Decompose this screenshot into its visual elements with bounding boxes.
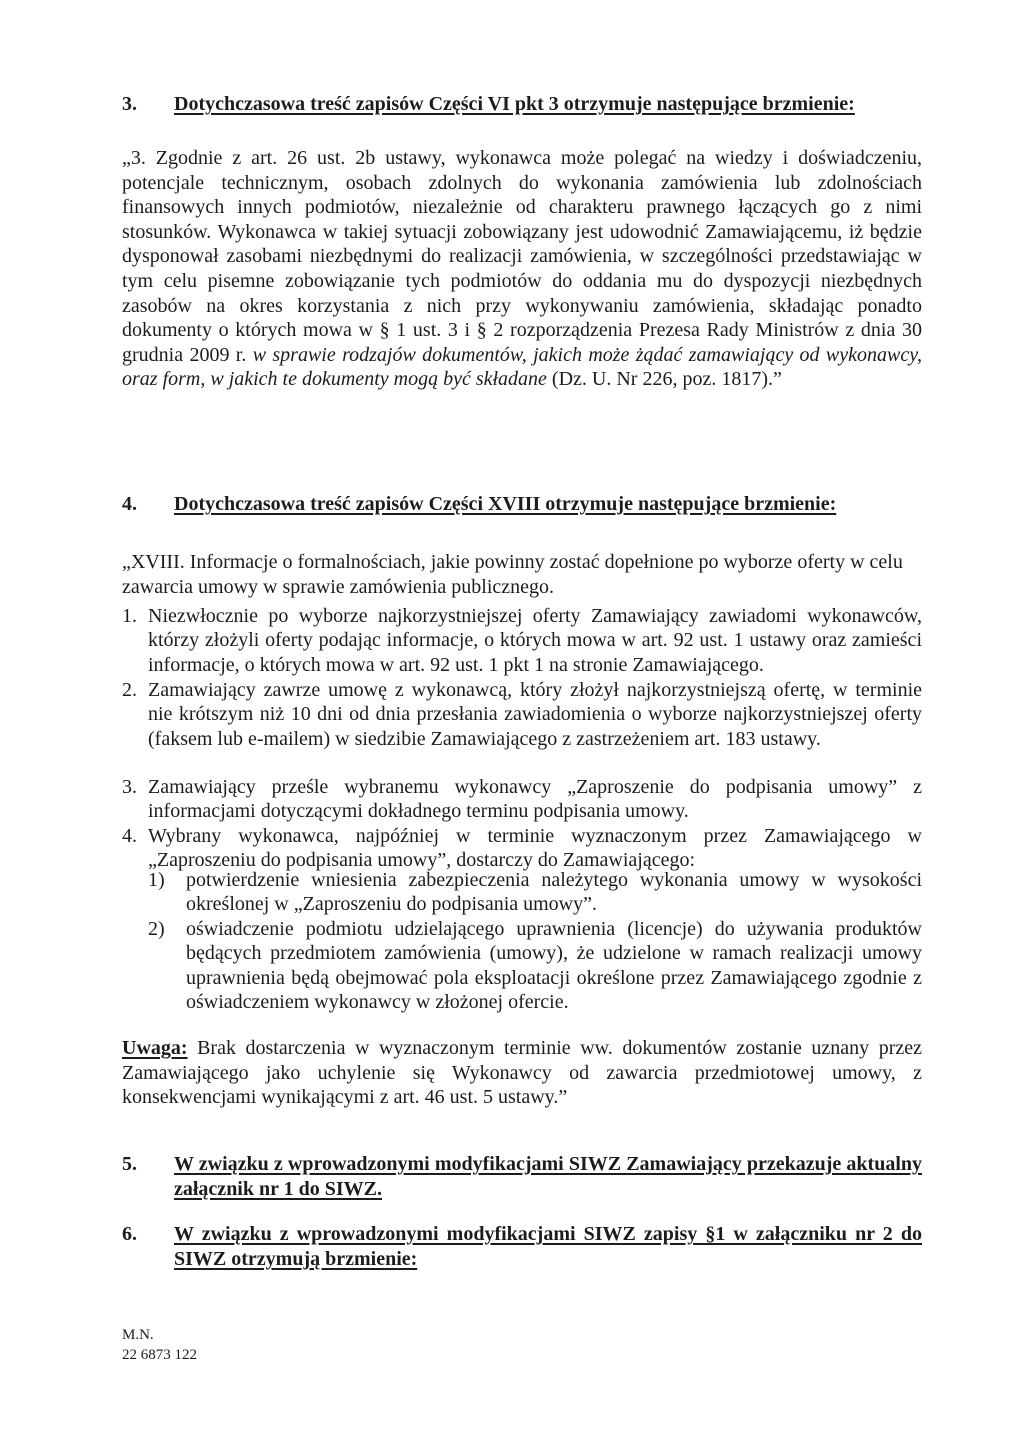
section-number: 4. bbox=[122, 493, 137, 515]
sub-list-item-text: oświadczenie podmiotu udzielającego uprawnienia (licencje) do używania produktów będących przedmiotem zamówienia (umowy), że udzielone w ramach realizacji umowy uprawnienia będą obejmować pola eksploatacji określone przez Zamawiającego zgodnie z oświadczeniem wykonawcy w złożonej ofercie. bbox=[186, 918, 922, 1014]
section-number: 3. bbox=[122, 93, 137, 115]
section-title: Dotychczasowa treść zapisów Części VI pkt 3 otrzymuje następujące brzmienie: bbox=[174, 93, 855, 115]
list-marker: 4. bbox=[122, 825, 137, 847]
list-item-text: Niezwłocznie po wyborze najkorzystniejszej oferty Zamawiający zawiadomi wykonawców, którzy złożyli oferty podając informacje, o których mowa w art. 92 ust. 1 ustawy oraz zamieści informacje, o których mowa w art. 92 ust. 1 pkt 1 na stronie Zamawiającego. bbox=[148, 605, 922, 676]
note-paragraph bbox=[122, 1036, 922, 1110]
section-number: 6. bbox=[122, 1223, 137, 1245]
section-number: 5. bbox=[122, 1153, 137, 1175]
section-3-quote bbox=[122, 146, 922, 392]
regulation-title: w sprawie rodzajów dokumentów, jakich może żądać zamawiający od wykonawcy, oraz form, w jakich te dokumenty mogą być składane bbox=[122, 343, 922, 391]
list-marker: 3. bbox=[122, 776, 137, 798]
list-item-text: Zamawiający prześle wybranemu wykonawcy „Zaproszenie do podpisania umowy” z informacjami dotyczącymi dokładnego terminu podpisania umowy. bbox=[148, 776, 922, 823]
list-marker: 1. bbox=[122, 605, 137, 627]
footer-initials: M.N. bbox=[122, 1327, 154, 1343]
sub-list-marker: 2) bbox=[148, 918, 165, 940]
quote-text: „3. Zgodnie z art. 26 ust. 2b ustawy, wykonawca może polegać na wiedzy i doświadczeniu, potencjale technicznym, osobach zdolnych do wykonania zamówienia lub zdolnościach finansowych innych podmiotów, niezależnie od charakteru prawnego łączących go z nimi stosunków. Wykonawca w takiej sytuacji zobowiązany jest udowodnić Zamawiającemu, iż będzie dysponował zasobami niezbędnymi do realizacji zamówienia, w szczególności przedstawiając w tym celu pisemne zobowiązanie tych podmiotów do oddania mu do dyspozycji niezbędnych zasobów na okres korzystania z nich przy wykonywaniu zamówienia, składając ponadto dokumenty o których mowa w § 1 ust. 3 i § 2 rozporządzenia Prezesa Rady Ministrów z dnia 30 grudnia 2009 r. bbox=[122, 147, 922, 366]
section-4-intro: „XVIII. Informacje o formalnościach, jakie powinny zostać dopełnione po wyborze oferty w celu zawarcia umowy w sprawie zamówienia publicznego. bbox=[122, 551, 903, 598]
list-item-text: Wybrany wykonawca, najpóźniej w terminie wyznaczonym przez Zamawiającego w „Zaproszeniu do podpisania umowy”, dostarczy do Zamawiającego: bbox=[148, 825, 922, 872]
note-text: Brak dostarczenia w wyznaczonym terminie ww. dokumentów zostanie uznany przez Zamawiającego jako uchylenie się Wykonawcy od zawarcia przedmiotowej umowy, z konsekwencjami wynikającymi z art. 46 ust. 5 ustawy.” bbox=[122, 1037, 922, 1109]
sub-list-item-text: potwierdzenie wniesienia zabezpieczenia należytego wykonania umowy w wysokości określonej w „Zaproszeniu do podpisania umowy”. bbox=[186, 869, 922, 916]
quote-text-end: (Dz. U. Nr 226, poz. 1817).” bbox=[546, 368, 782, 391]
footer-code: 22 6873 122 bbox=[122, 1347, 197, 1363]
section-title: Dotychczasowa treść zapisów Części XVIII otrzymuje następujące brzmienie: bbox=[174, 493, 837, 515]
list-item-text: Zamawiający zawrze umowę z wykonawcą, który złożył najkorzystniejszą ofertę, w terminie nie krótszym niż 10 dni od dnia przesłania zawiadomienia o wyborze najkorzystniejszej oferty (faksem lub e-mailem) w siedzibie Zamawiającego z zastrzeżeniem art. 183 ustawy. bbox=[148, 679, 922, 750]
section-title: W związku z wprowadzonymi modyfikacjami SIWZ Zamawiający przekazuje aktualny załącznik nr 1 do SIWZ. bbox=[174, 1153, 922, 1200]
note-label: Uwaga: bbox=[122, 1037, 188, 1059]
section-title: W związku z wprowadzonymi modyfikacjami SIWZ zapisy §1 w załączniku nr 2 do SIWZ otrzymują brzmienie: bbox=[174, 1223, 922, 1270]
footer bbox=[122, 1325, 197, 1365]
list-marker: 2. bbox=[122, 679, 137, 701]
sub-list-marker: 1) bbox=[148, 869, 165, 891]
